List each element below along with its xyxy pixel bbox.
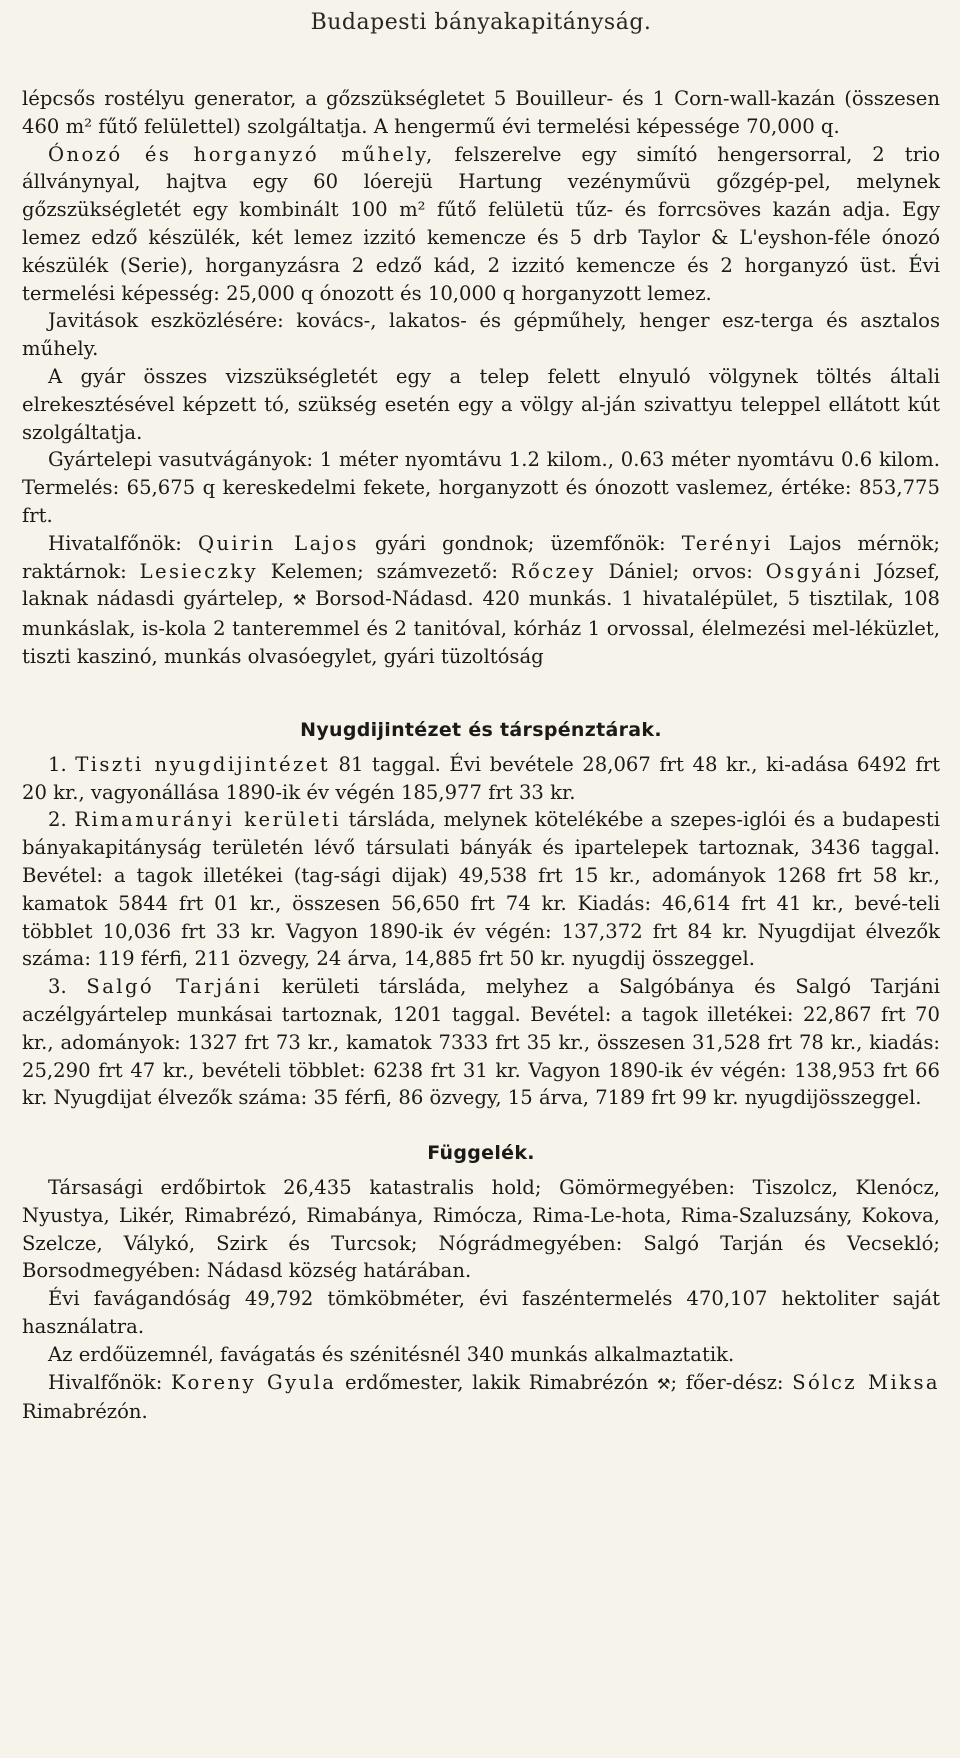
list-item-pension-3 (22, 973, 940, 1112)
list-item-pension-1 (22, 751, 940, 807)
section-title-pension: Nyugdijintézet és társpénztárak. (300, 718, 662, 741)
mine-symbol-icon: ⚒ (657, 1374, 671, 1393)
person-name: Terényi (681, 531, 773, 555)
text: Borsod-Nádasd. 420 munkás. 1 hivatalépület, 5 tisztilak, 108 munkáslak, is-kola 2 tanteremmel és 2 tanitóval, kórház 1 orvossal, élelmezési mel-léküzlet, tiszti kaszinó, munkás olvasóegylet, gyári tüzoltóság (22, 587, 940, 668)
person-name: Quirin Lajos (198, 531, 359, 555)
paragraph-forest: Társasági erdőbirtok 26,435 katastralis hold; Gömörmegyében: Tiszolcz, Klenócz, Nyustya, Likér, Rimabrézó, Rimabánya, Rimócza, Rima-Le-hota, Rima-Szaluzsány, Kokova, Szelcze, Válykó, Szirk és Turcsok; Nógrádmegyében: Salgó Tarján és Vecsekló; Borsodmegyében: Nádasd község határában. (22, 1176, 940, 1283)
paragraph-text: kerületi társláda, melyhez a Salgóbánya és Salgó Tarjáni aczélgyártelep munkásai tartoznak, 1201 taggal. Bevétel: a tagok illetékei: 22,867 frt 70 kr., adományok: 1327 frt 73 kr., kamatok 7333 frt 35 kr., összesen 31,528 frt 78 kr., kiadás: 25,290 frt 47 kr., bevételi többlet: 6238 frt 31 kr. Vagyon 1890-ik év végén: 138,953 frt 66 kr. Nyugdijat élvezők száma: 35 férfi, 86 özvegy, 15 árva, 7189 frt 99 kr. nyugdijösszeggel. (22, 975, 940, 1110)
person-name: Osgyáni (765, 559, 863, 583)
text: Rimabrézón. (22, 1400, 148, 1424)
person-name: Rőczey (510, 559, 596, 583)
paragraph-text: felszerelve egy simító hengersorral, 2 trio állványnyal, hajtva egy 60 lóerejü Hartung vezényművü gőzgép-pel, melynek gőzszükségletét egy kombinált 100 m² fűtő felületü tűz- és forrcsöves kazán adja. Egy lemez edző készülék, két lemez izzitó kemencze és 5 drb Taylor & L'eyshon-féle ónozó készülék (Serie), horganyzásra 2 edző kád, 2 izzitó kemencze és 2 horganyzó üst. Évi termelési képesség: 25,000 q ónozott és 10,000 q horganyzott lemez. (22, 142, 940, 305)
running-header: Budapesti bányakapitányság. (310, 10, 652, 35)
paragraph-officials (22, 530, 940, 671)
paragraph-workers: Az erdőüzemnél, favágatás és szénitésnél 340 munkás alkalmaztatik. (48, 1342, 735, 1366)
paragraph-water: A gyár összes vizszükségletét egy a telep felett elnyuló völgynek töltés általi elrekesztésével képzett tó, szükség esetén egy a völgy al-ján szivattyu teleppel ellátott kút szolgáltatja. (22, 364, 940, 444)
term-spaced: Rimamurányi kerületi (74, 808, 341, 832)
paragraph-tin-workshop (22, 141, 940, 308)
text: József, laknak nádasdi gyártelep, (22, 559, 940, 611)
term-spaced: Tiszti nyugdijintézet (75, 752, 330, 776)
item-number: 3. (48, 975, 87, 999)
paragraph-text: 81 taggal. Évi bevétele 28,067 frt 48 kr., ki-adása 6492 frt 20 kr., vagyonállása 1890-ik év végén 185,977 frt 33 kr. (22, 752, 940, 804)
paragraph-forest-officials (22, 1369, 940, 1427)
paragraph-generator: lépcsős rostélyu generator, a gőzszükségletet 5 Bouilleur- és 1 Corn-wall-kazán (összesen 460 m² fűtő felülettel) szolgáltatja. A hengermű évi termelési képessége 70,000 q. (22, 87, 940, 138)
person-name: Lesieczky (139, 559, 258, 583)
person-name: Koreny Gyula (171, 1370, 337, 1394)
paragraph-text: társláda, melynek kötelékébe a szepes-iglói és a budapesti bányakapitányság területén lévő társulati bányák és ipartelepek tartoznak, 3436 taggal. Bevétel: a tagok illetékei (tag-sági dijak) 49,538 frt 15 kr., adományok 1268 frt 58 kr., kamatok 5844 frt 01 kr., összesen 56,650 frt 74 kr. Kiadás: 46,614 frt 41 kr., bevé-teli többlet 10,036 frt 33 kr. Vagyon 1890-ik év végén: 137,372 frt 84 kr. Nyugdijat élvezők száma: 119 férfi, 211 özvegy, 24 árva, 14,885 frt 50 kr. nyugdij összeggel. (22, 808, 940, 971)
text: Dániel; orvos: (595, 559, 766, 583)
term-spaced: Ónozó és horganyzó műhely, (48, 142, 435, 166)
paragraph-repairs: Javitások eszközlésére: kovács-, lakatos- és gépműhely, henger esz-terga és asztalos műhely. (22, 309, 940, 361)
person-name: Sólcz Miksa (792, 1370, 940, 1394)
section-title-appendix: Függelék. (427, 1142, 535, 1165)
text: gyári gondnok; üzemfőnök: (358, 531, 682, 555)
document-page (22, 10, 940, 1426)
paragraph-railway: Gyártelepi vasutvágányok: 1 méter nyomtávu 1.2 kilom., 0.63 méter nyomtávu 0.6 kilom. Termelés: 65,675 q kereskedelmi fekete, horganyzott és ónozott vaslemez, értéke: 853,775 frt. (22, 448, 940, 527)
text: Kelemen; számvezető: (257, 559, 511, 583)
term-spaced: Salgó Tarjáni (86, 975, 263, 999)
text: erdőmester, lakik Rimabrézón (336, 1370, 658, 1394)
item-number: 1. (48, 752, 76, 776)
paragraph-felling: Évi favágandóság 49,792 tömköbméter, évi faszéntermelés 470,107 hektoliter saját használatra. (22, 1287, 940, 1339)
text: Hivalfőnök: (48, 1370, 171, 1394)
text: ; főer-dész: (670, 1370, 793, 1394)
list-item-pension-2 (22, 806, 940, 973)
text: Hivatalfőnök: (48, 531, 199, 555)
mine-symbol-icon: ⚒ (292, 591, 307, 610)
item-number: 2. (48, 808, 75, 832)
text: Lajos mérnök; raktárnok: (22, 531, 940, 583)
